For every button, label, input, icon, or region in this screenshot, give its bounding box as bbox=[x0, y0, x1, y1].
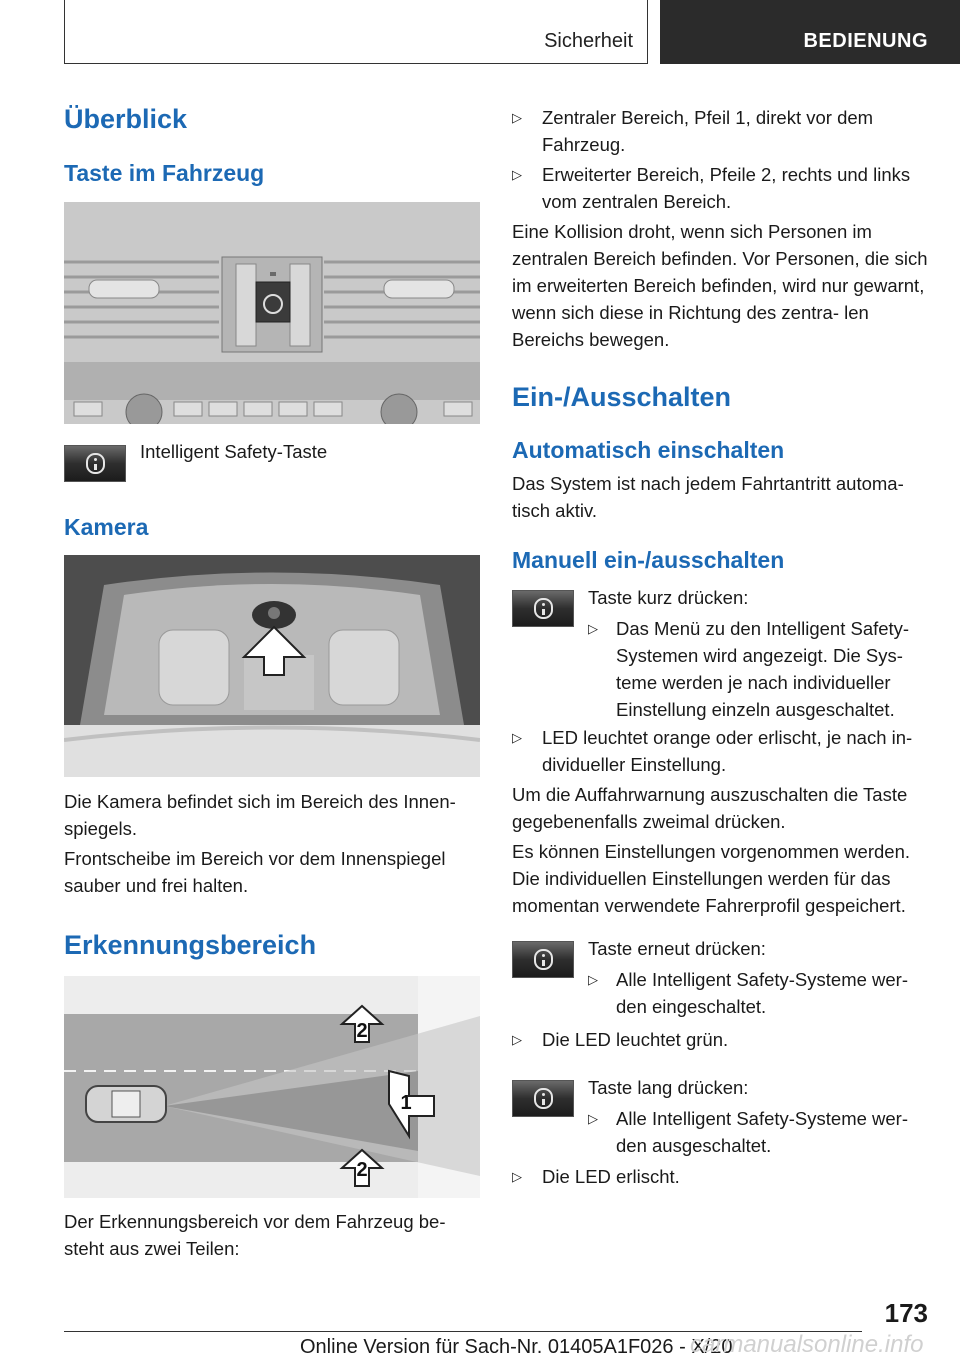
heading-overview: Überblick bbox=[64, 104, 188, 134]
intelligent-safety-button-icon bbox=[512, 590, 574, 627]
button-caption: Intelligent Safety-Taste bbox=[140, 441, 328, 462]
heading-button-in-vehicle: Taste im Fahrzeug bbox=[64, 160, 265, 186]
diagram-label-2-top: 2 bbox=[356, 1020, 368, 1042]
collision-paragraph: Eine Kollision droht, wenn sich Personen im zentralen Bereich befinden. Vor Personen, die sich im erweiterten Bereich befinden, wird nur gewarnt, wenn sich diese in Richtung des zentra‐ len Bereichs bewegen. bbox=[512, 221, 928, 350]
page-number: 173 bbox=[884, 1298, 928, 1328]
camera-paragraph-2: Frontscheibe im Bereich vor dem Innenspiegel sauber und frei halten. bbox=[64, 848, 446, 896]
press-long-text: Taste lang drücken: bbox=[588, 1077, 749, 1098]
diagram-label-2-bottom: 2 bbox=[356, 1159, 368, 1181]
press-again-text: Taste erneut drücken: bbox=[588, 938, 766, 959]
heading-on-off: Ein-/Ausschalten bbox=[512, 382, 732, 412]
heading-manual-on-off: Manuell ein-/ausschalten bbox=[512, 547, 785, 573]
camera-paragraph-1: Die Kamera befindet sich im Bereich des Innen‐ spiegels. bbox=[64, 791, 456, 839]
settings-paragraph: Es können Einstellungen vorgenommen werden. Die individuellen Einstellungen werden für das momentan verwendete Fahrerprofil gespeichert. bbox=[512, 841, 910, 916]
press-short-text: Taste kurz drücken: bbox=[588, 587, 749, 608]
footer-online-version: Online Version für Sach-Nr. 01405A1F026 - X/20 bbox=[300, 1336, 733, 1358]
heading-auto-on: Automatisch einschalten bbox=[512, 437, 785, 463]
heading-detection-range: Erkennungsbereich bbox=[64, 930, 317, 960]
header-section-tab bbox=[64, 0, 648, 64]
bullet-triangle-icon: ▷ bbox=[588, 972, 598, 987]
bullet-triangle-icon: ▷ bbox=[512, 167, 522, 182]
bullet-triangle-icon: ▷ bbox=[512, 1032, 522, 1047]
heading-camera: Kamera bbox=[64, 514, 149, 540]
bullet-triangle-icon: ▷ bbox=[512, 1169, 522, 1184]
header-chapter-tab bbox=[660, 0, 960, 64]
intelligent-safety-button-icon bbox=[512, 1080, 574, 1117]
auto-paragraph: Das System ist nach jedem Fahrtantritt automa‐ tisch aktiv. bbox=[512, 473, 904, 521]
bullet-triangle-icon: ▷ bbox=[588, 1111, 598, 1126]
camera-windshield-photo bbox=[64, 555, 480, 777]
intelligent-safety-button-icon bbox=[512, 941, 574, 978]
header-chapter-title: BEDIENUNG bbox=[803, 30, 928, 52]
bullet-triangle-icon: ▷ bbox=[588, 621, 598, 636]
diagram-label-1: 1 bbox=[400, 1092, 412, 1114]
warning-off-paragraph: Um die Auffahrwarnung auszuschalten die Taste gegebenenfalls zweimal drücken. bbox=[512, 784, 908, 832]
detection-range-diagram bbox=[64, 976, 480, 1198]
watermark: carmanualsonline.info bbox=[690, 1331, 924, 1358]
dashboard-button-photo bbox=[64, 202, 480, 424]
header-section-title: Sicherheit bbox=[544, 30, 633, 52]
intelligent-safety-button-icon bbox=[64, 445, 126, 482]
bullet-triangle-icon: ▷ bbox=[512, 110, 522, 125]
bullet-triangle-icon: ▷ bbox=[512, 730, 522, 745]
range-paragraph: Der Erkennungsbereich vor dem Fahrzeug be‐ steht aus zwei Teilen: bbox=[64, 1211, 446, 1259]
